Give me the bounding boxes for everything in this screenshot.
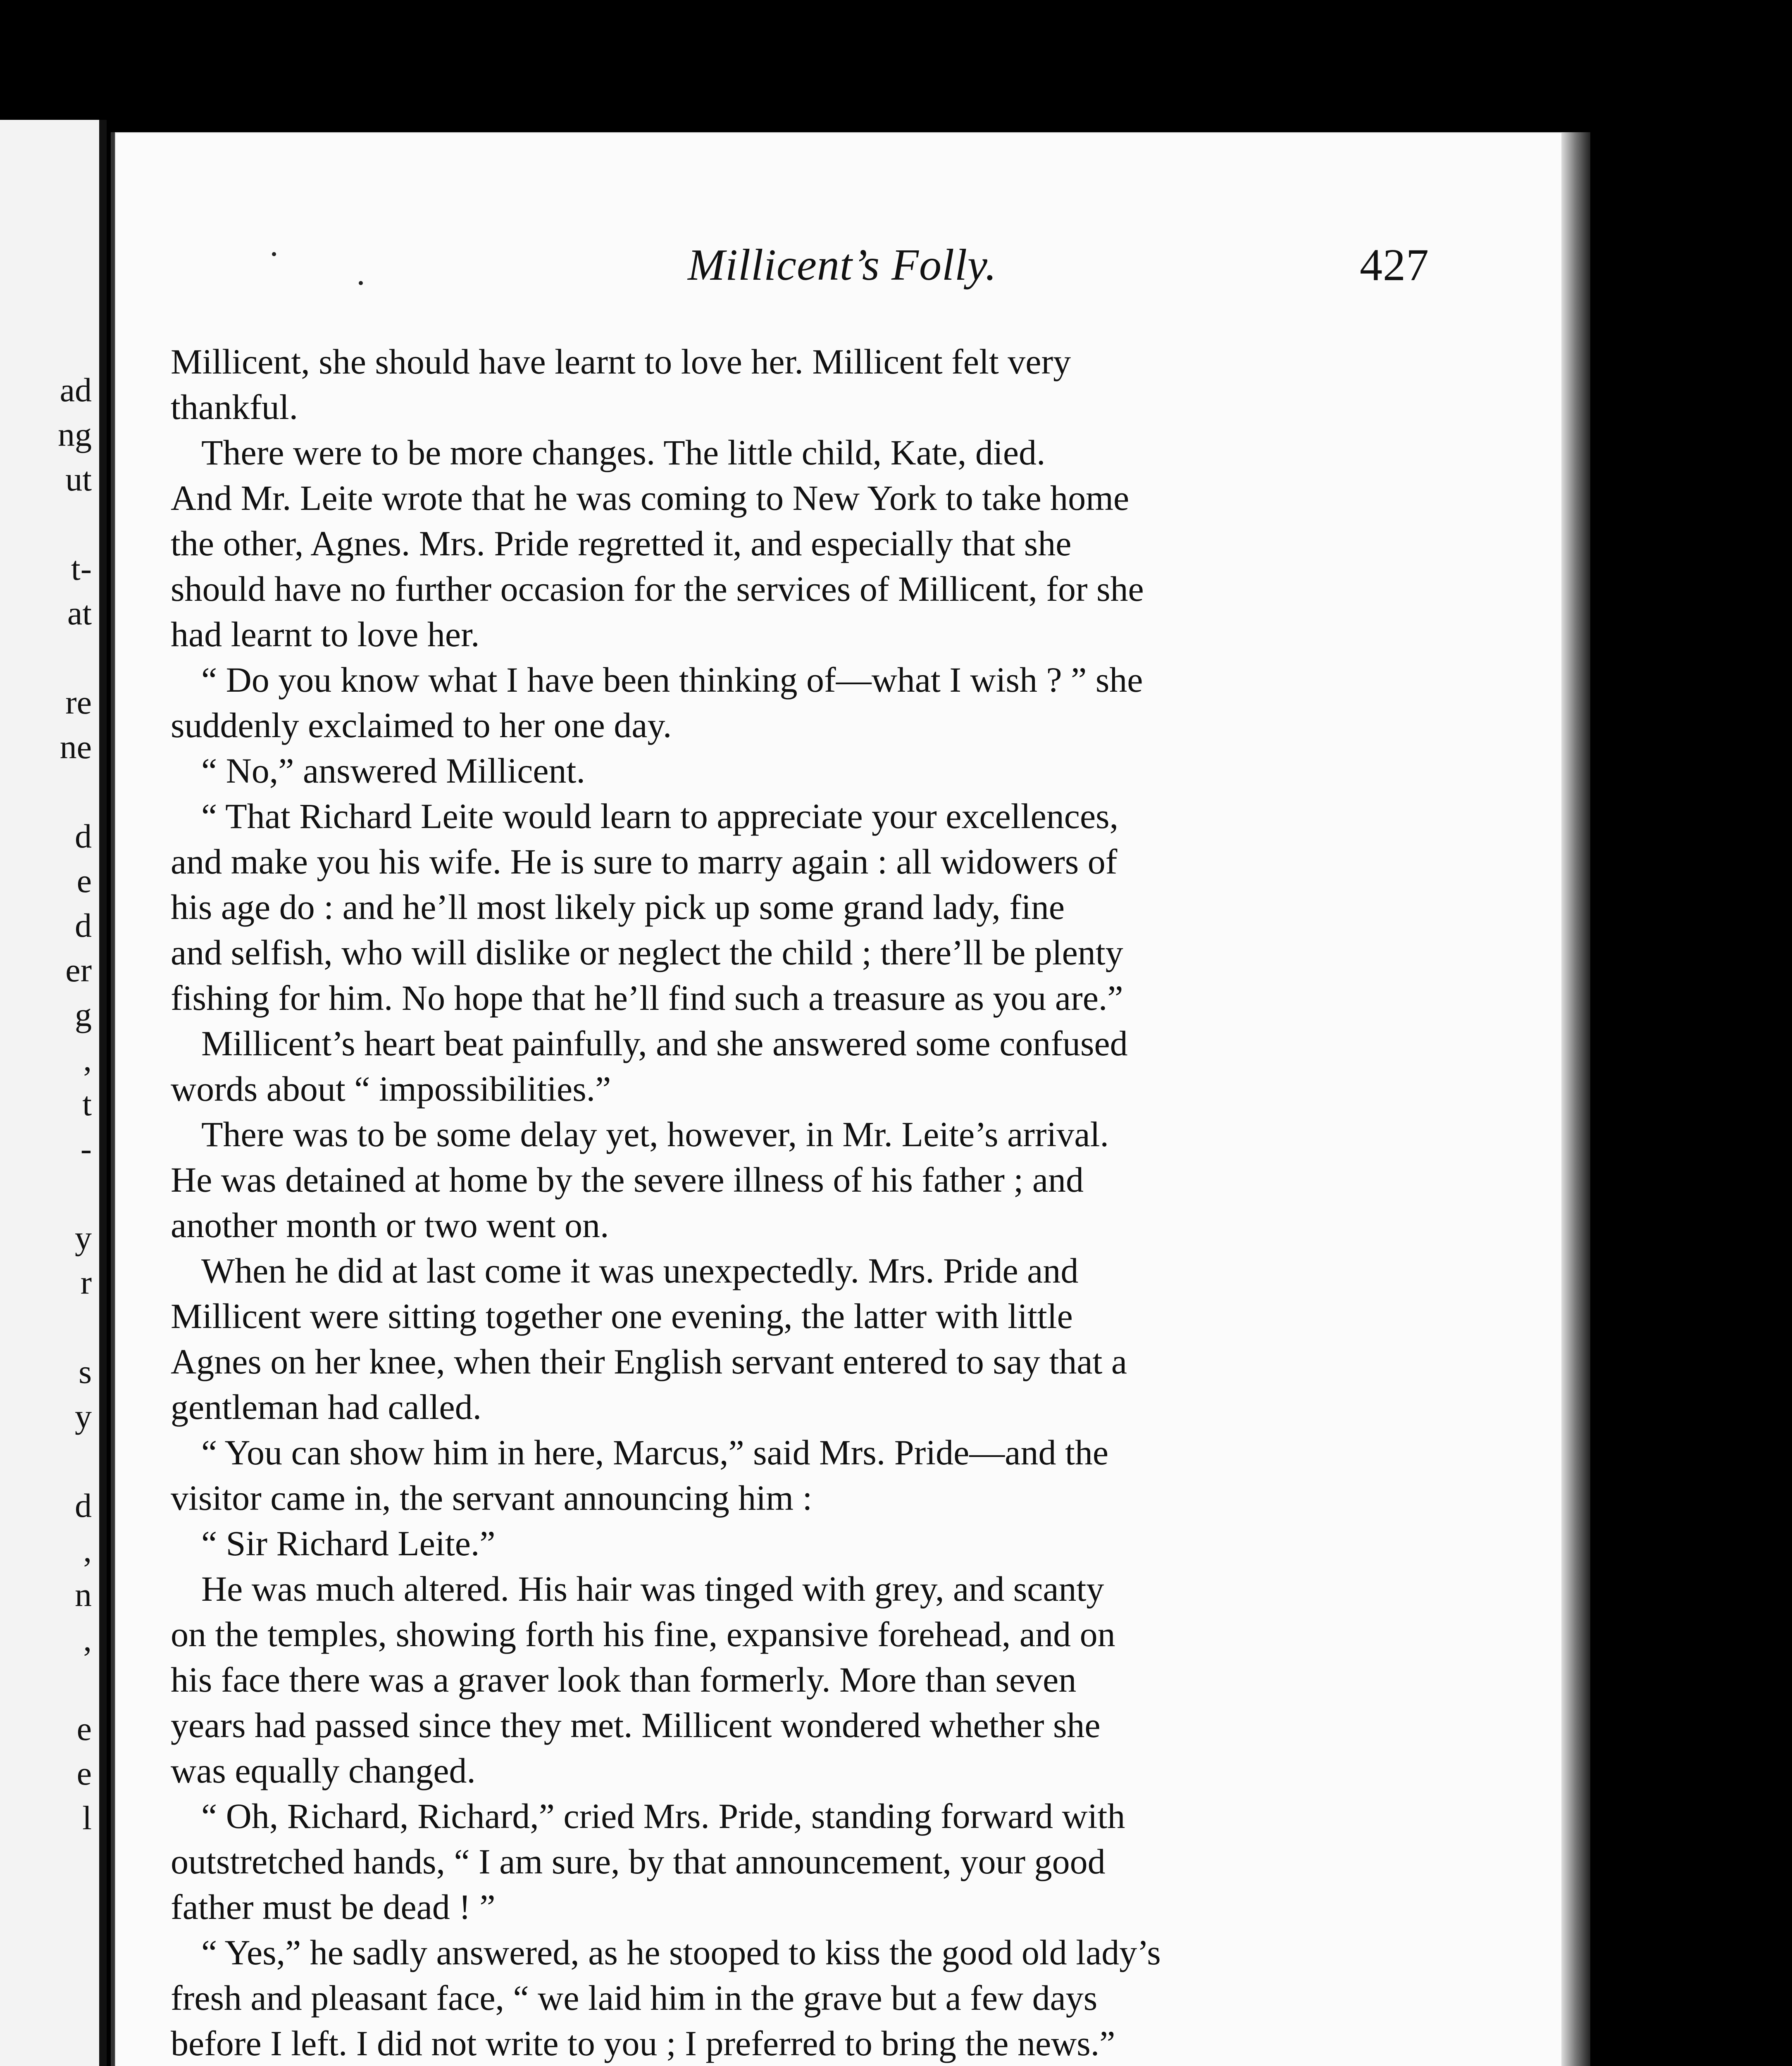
left-page-fragments: ad ng ut t- at re ne d e d er g , t - y r s y d , n , e e l [58, 371, 92, 1837]
text-line: “ Do you know what I have been thinking of—what I wish ? ” she [201, 660, 1143, 700]
text-line: on the temples, showing forth his fine, expansive forehead, and on [171, 1614, 1115, 1654]
text-line: visitor came in, the servant announcing him : [171, 1478, 813, 1518]
text-line: “ That Richard Leite would learn to appreciate your excellences, [201, 796, 1119, 836]
text-line: words about “ impossibilities.” [171, 1069, 611, 1109]
text-line: gentleman had called. [171, 1387, 482, 1427]
text-line: Millicent’s heart beat painfully, and she answered some confused [201, 1023, 1128, 1063]
text-line: fresh and pleasant face, “ we laid him in the grave but a few days [171, 1978, 1098, 2018]
text-line: thankful. [171, 387, 298, 427]
running-head: Millicent’s Folly. [688, 240, 997, 290]
text-line: and selfish, who will dislike or neglect the child ; there’ll be plenty [171, 933, 1123, 972]
paper-speck [359, 281, 363, 285]
text-line: was equally changed. [171, 1751, 476, 1790]
text-line: He was detained at home by the severe illness of his father ; and [171, 1160, 1084, 1200]
text-line: suddenly exclaimed to her one day. [171, 705, 672, 745]
page-edge-shadow [1561, 132, 1590, 2066]
text-line: When he did at last come it was unexpectedly. Mrs. Pride and [201, 1251, 1079, 1290]
text-line: “ No,” answered Millicent. [201, 751, 585, 790]
text-line: another month or two went on. [171, 1205, 609, 1245]
text-line: before I left. I did not write to you ; I preferred to bring the news.” [171, 2023, 1115, 2063]
text-line: There were to be more changes. The little child, Kate, died. [201, 433, 1046, 472]
text-line: his age do : and he’ll most likely pick up some grand lady, fine [171, 887, 1065, 927]
text-line: Agnes on her knee, when their English servant entered to say that a [171, 1342, 1127, 1381]
text-line: “ You can show him in here, Marcus,” said Mrs. Pride—and the [201, 1433, 1109, 1472]
text-line: fishing for him. No hope that he’ll find such a treasure as you are.” [171, 978, 1123, 1018]
text-line: He was much altered. His hair was tinged with grey, and scanty [201, 1569, 1104, 1609]
text-line: outstretched hands, “ I am sure, by that announcement, your good [171, 1842, 1106, 1881]
text-line: father must be dead ! ” [171, 1887, 496, 1927]
text-line: his face there was a graver look than formerly. More than seven [171, 1660, 1077, 1699]
text-line: years had passed since they met. Millicent wondered whether she [171, 1705, 1101, 1745]
text-line: “ Sir Richard Leite.” [201, 1523, 496, 1563]
book-page [111, 132, 1566, 2066]
page-number: 427 [1360, 240, 1429, 290]
text-line: “ Yes,” he sadly answered, as he stooped to kiss the good old lady’s [201, 1933, 1161, 1972]
text-line: Millicent were sitting together one evening, the latter with little [171, 1296, 1073, 1336]
paper-speck [272, 252, 276, 256]
text-line: And Mr. Leite wrote that he was coming to New York to take home [171, 478, 1130, 518]
text-line: should have no further occasion for the services of Millicent, for she [171, 569, 1144, 609]
text-line: had learnt to love her. [171, 614, 480, 654]
text-line: Millicent, she should have learnt to love her. Millicent felt very [171, 342, 1071, 381]
text-line: “ Oh, Richard, Richard,” cried Mrs. Pride, standing forward with [201, 1796, 1125, 1836]
text-line: the other, Agnes. Mrs. Pride regretted it, and especially that she [171, 524, 1072, 563]
text-line: and make you his wife. He is sure to marry again : all widowers of [171, 842, 1118, 881]
page-body-text [171, 339, 1353, 2066]
left-page-edge [0, 120, 107, 2066]
text-line: There was to be some delay yet, however, in Mr. Leite’s arrival. [201, 1114, 1109, 1154]
